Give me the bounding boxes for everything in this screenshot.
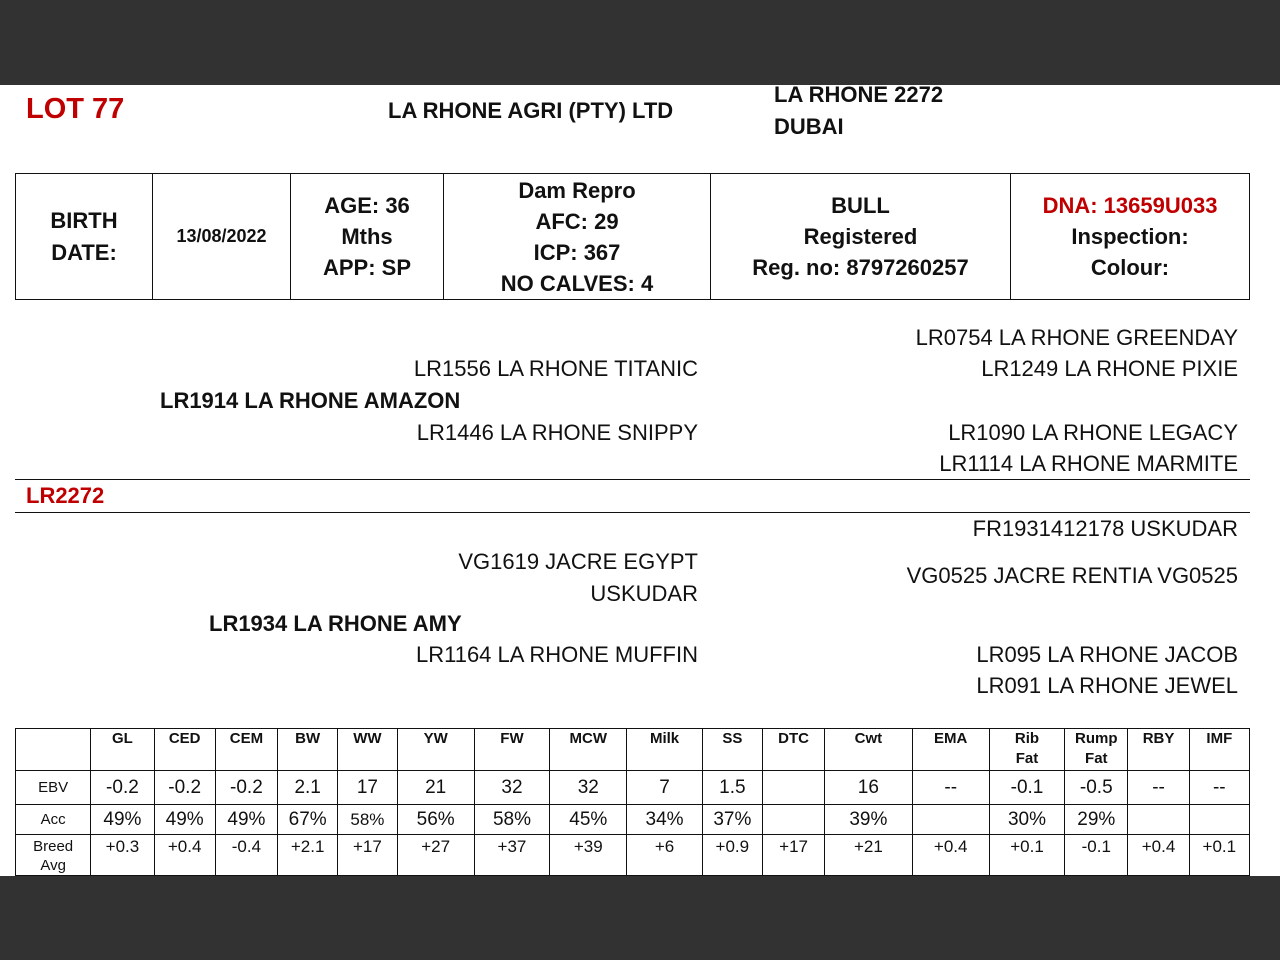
- ebv-cell: 2.1: [278, 771, 338, 805]
- age-cell: [291, 174, 444, 300]
- birth-label: BIRTH DATE:: [50, 207, 118, 265]
- breed-avg-cell: +2.1: [278, 835, 338, 876]
- pedigree-sds: LR1090 LA RHONE LEGACY: [948, 420, 1238, 445]
- ebv-cell: 1.5: [702, 771, 762, 805]
- reg-no: Reg. no: 8797260257: [752, 255, 969, 280]
- pedigree-sdd: LR1114 LA RHONE MARMITE: [939, 451, 1238, 476]
- acc-cell: 34%: [627, 805, 702, 835]
- ebv-col-header: RBY: [1128, 729, 1189, 771]
- dna: DNA: 13659U033: [1042, 193, 1218, 218]
- breed-avg-cell: +0.3: [91, 835, 154, 876]
- acc-cell: 39%: [825, 805, 912, 835]
- ebv-cell: -0.2: [91, 771, 154, 805]
- pedigree-animal-id: LR2272: [26, 483, 105, 508]
- acc-cell: 56%: [397, 805, 474, 835]
- registered: Registered: [803, 224, 918, 249]
- pedigree-dds: LR095 LA RHONE JACOB: [976, 642, 1238, 667]
- pedigree-ddd: LR091 LA RHONE JEWEL: [976, 673, 1238, 698]
- ebv-cell: 32: [550, 771, 627, 805]
- breed-avg-cell: +27: [397, 835, 474, 876]
- breed-avg-cell: +39: [550, 835, 627, 876]
- ebv-table: [15, 728, 1250, 876]
- breed-avg-cell: +0.1: [989, 835, 1064, 876]
- ebv-cell: 17: [338, 771, 397, 805]
- breed-avg-cell: +0.4: [1128, 835, 1189, 876]
- pedigree-sire-dam: LR1446 LA RHONE SNIPPY: [416, 420, 698, 445]
- ebv-corner-cell: [16, 729, 91, 771]
- breed-avg-cell: +6: [627, 835, 702, 876]
- bottom-dark-band: [0, 876, 1280, 960]
- breed-avg-cell: +0.4: [912, 835, 989, 876]
- acc-cell: 45%: [550, 805, 627, 835]
- ebv-col-header: YW: [397, 729, 474, 771]
- ebv-col-header: MCW: [550, 729, 627, 771]
- breed-avg-cell: +17: [338, 835, 397, 876]
- birth-date: 13/08/2022: [153, 174, 291, 300]
- breed-avg-cell: +17: [762, 835, 824, 876]
- ebv-row: [16, 771, 1250, 805]
- acc-cell: 30%: [989, 805, 1064, 835]
- acc-cell: 49%: [154, 805, 215, 835]
- colour: Colour:: [1090, 255, 1170, 280]
- breed-avg-cell: +0.4: [154, 835, 215, 876]
- dam-sire-line1: VG1619 JACRE EGYPT: [458, 549, 698, 574]
- breed-avg-row-label: [16, 835, 91, 876]
- pedigree-dsd: VG0525 JACRE RENTIA VG0525: [906, 563, 1238, 588]
- acc-cell: [912, 805, 989, 835]
- ebv-col-header: SS: [702, 729, 762, 771]
- breed-avg-cell: +0.9: [702, 835, 762, 876]
- breed-avg-label-text: Breed Avg: [33, 838, 74, 874]
- ebv-col-header: Cwt: [825, 729, 912, 771]
- ebv-col-header: WW: [338, 729, 397, 771]
- ebv-cell: --: [1189, 771, 1249, 805]
- animal-title: [774, 85, 943, 143]
- pedigree-sire: LR1914 LA RHONE AMAZON: [160, 388, 461, 413]
- ebv-col-header-text: Rib Fat: [1014, 730, 1040, 767]
- ebv-col-header: [1065, 729, 1128, 771]
- dam-sire-line2: USKUDAR: [590, 581, 698, 606]
- ebv-cell: -0.5: [1065, 771, 1128, 805]
- pedigree-ssd: LR1249 LA RHONE PIXIE: [981, 356, 1238, 381]
- pedigree-divider-bottom: [15, 512, 1250, 513]
- pedigree-divider-top: [15, 479, 1250, 480]
- icp: ICP: 367: [533, 239, 621, 265]
- breed-avg-cell: +0.1: [1189, 835, 1249, 876]
- top-dark-band: [0, 0, 1280, 85]
- breed-avg-cell: -0.4: [215, 835, 277, 876]
- ebv-cell: --: [1128, 771, 1189, 805]
- acc-cell: 67%: [278, 805, 338, 835]
- lot-sheet: [0, 85, 1280, 876]
- ebv-cell: 21: [397, 771, 474, 805]
- animal-subtitle: DUBAI: [774, 114, 844, 139]
- ebv-col-header: CEM: [215, 729, 277, 771]
- ebv-cell: -0.1: [989, 771, 1064, 805]
- ebv-col-header: Milk: [627, 729, 702, 771]
- dam-repro-title: Dam Repro: [518, 177, 636, 203]
- ebv-cell: 16: [825, 771, 912, 805]
- pedigree-sire-sire: LR1556 LA RHONE TITANIC: [413, 356, 698, 381]
- breed-avg-row: [16, 835, 1250, 876]
- pedigree-sss: LR0754 LA RHONE GREENDAY: [915, 325, 1238, 350]
- no-calves: NO CALVES: 4: [500, 270, 654, 296]
- acc-cell: 37%: [702, 805, 762, 835]
- inspection: Inspection:: [1071, 224, 1189, 249]
- ebv-header-row: [16, 729, 1250, 771]
- age-unit: Mths: [341, 224, 393, 249]
- ebv-col-header: EMA: [912, 729, 989, 771]
- pedigree-dss: FR1931412178 USKUDAR: [972, 516, 1238, 541]
- breed-avg-cell: +37: [474, 835, 549, 876]
- ebv-cell: 32: [474, 771, 549, 805]
- dna-cell: [1011, 174, 1250, 300]
- acc-cell: [1189, 805, 1249, 835]
- dam-repro-cell: [444, 174, 711, 300]
- acc-cell: [1128, 805, 1189, 835]
- lot-number: LOT 77: [26, 93, 125, 125]
- breed-avg-cell: -0.1: [1065, 835, 1128, 876]
- afc: AFC: 29: [535, 208, 619, 234]
- ebv-cell: -0.2: [154, 771, 215, 805]
- ebv-col-header: [989, 729, 1064, 771]
- ebv-col-header: CED: [154, 729, 215, 771]
- pedigree-dam-dam: LR1164 LA RHONE MUFFIN: [415, 642, 698, 667]
- acc-cell: 58%: [338, 805, 397, 835]
- acc-row-label: Acc: [16, 805, 91, 835]
- ebv-col-header: IMF: [1189, 729, 1249, 771]
- sex: BULL: [831, 193, 890, 218]
- acc-cell: 49%: [215, 805, 277, 835]
- ebv-cell: -0.2: [215, 771, 277, 805]
- pedigree-dam: LR1934 LA RHONE AMY: [209, 611, 462, 636]
- acc-cell: [762, 805, 824, 835]
- ebv-cell: 7: [627, 771, 702, 805]
- ebv-col-header-text: Rump Fat: [1075, 730, 1118, 767]
- ebv-col-header: GL: [91, 729, 154, 771]
- ebv-col-header: DTC: [762, 729, 824, 771]
- ebv-col-header: BW: [278, 729, 338, 771]
- registration-cell: [711, 174, 1011, 300]
- info-table: [15, 173, 1250, 300]
- ebv-col-header: FW: [474, 729, 549, 771]
- age: AGE: 36: [324, 193, 410, 218]
- breeder-name: LA RHONE AGRI (PTY) LTD: [388, 98, 674, 123]
- acc-cell: 29%: [1065, 805, 1128, 835]
- acc-cell: 58%: [474, 805, 549, 835]
- pedigree-dam-sire: [458, 546, 698, 610]
- app: APP: SP: [322, 255, 412, 280]
- acc-row: [16, 805, 1250, 835]
- ebv-cell: --: [912, 771, 989, 805]
- animal-name: LA RHONE 2272: [774, 85, 944, 107]
- ebv-cell: [762, 771, 824, 805]
- acc-cell: 49%: [91, 805, 154, 835]
- birth-label-cell: [16, 174, 153, 300]
- breed-avg-cell: +21: [825, 835, 912, 876]
- ebv-row-label: EBV: [16, 771, 91, 805]
